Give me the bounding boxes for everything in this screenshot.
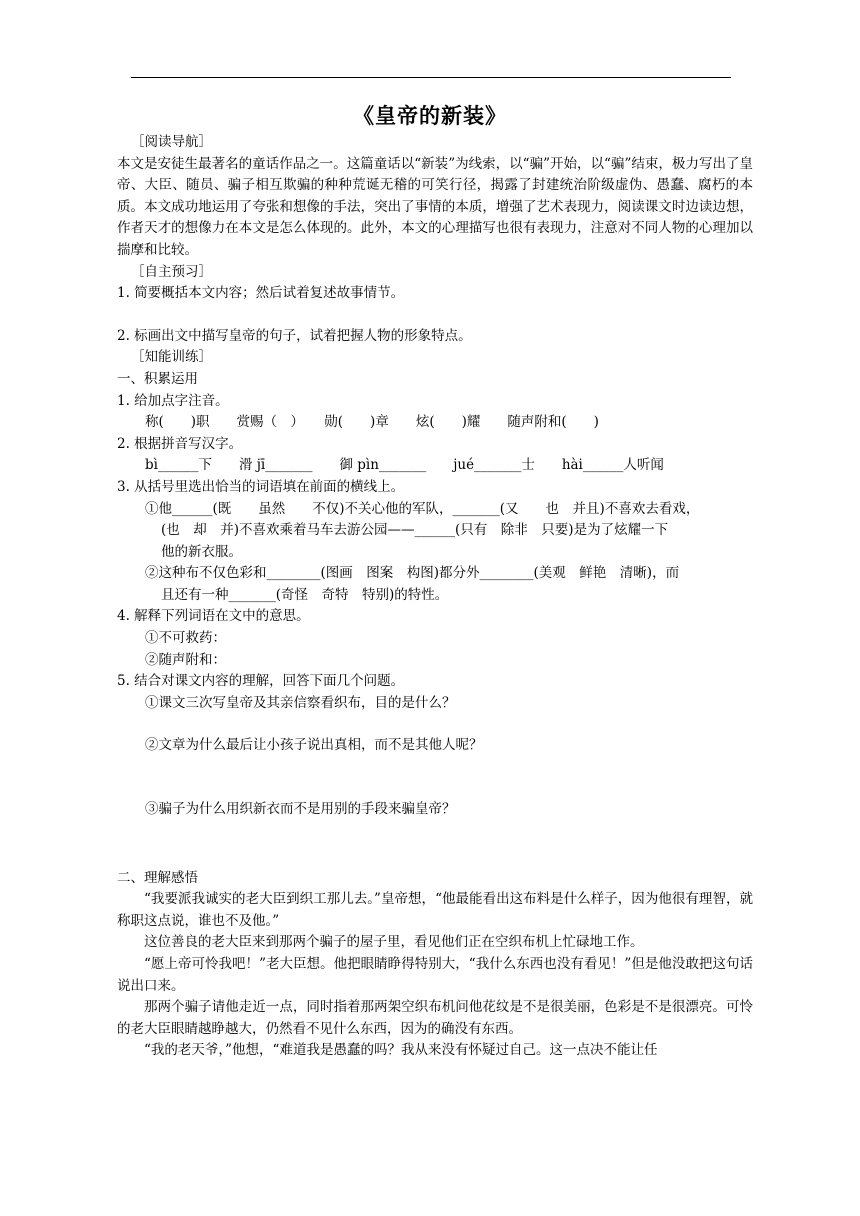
intro-paragraph: 本文是安徒生最著名的童话作品之一。这篇童话以“新装”为线索，以“骗”开始，以“骗”结束，极力写出了皇帝、大臣、随员、骗子相互欺骗的种种荒诞无稽的可笑行径，揭露了封建统治阶级虚伪、愚蠢、腐朽的本质。本文成功地运用了夸张和想像的手法，突出了事情的本质，增强了艺术表现力，阅读课文时边读边想，作者天才的想像力在本文是怎么体现的。此外，本文的心理描写也很有表现力，注意对不同人物的心理加以揣摩和比较。 — [117, 155, 753, 258]
question-5-c: ③骗子为什么用织新衣而不是用别的手段来骗皇帝？ — [145, 801, 456, 818]
question-3-b-line-2: 且还有一种_______(奇怪 奇特 特别)的特性。 — [161, 586, 449, 603]
question-1: 1. 给加点字注音。 — [117, 392, 229, 409]
question-4: 4. 解释下列词语在文中的意思。 — [117, 608, 310, 625]
section-preview: ［自主预习］ — [131, 263, 212, 280]
question-2: 2. 根据拼音写汉字。 — [117, 435, 243, 452]
question-5-a: ①课文三次写皇帝及其亲信察看织布，目的是什么？ — [145, 694, 456, 711]
document-body — [117, 132, 753, 1062]
section-training: ［知能训练］ — [131, 349, 212, 366]
question-4-b: ②随声附和： — [145, 651, 226, 668]
question-5: 5. 结合对课文内容的理解，回答下面几个问题。 — [117, 673, 405, 690]
question-4-a: ①不可救药： — [145, 630, 226, 647]
preview-question-2: 2. 标画出文中描写皇帝的句子，试着把握人物的形象特点。 — [117, 327, 472, 344]
question-3-b-line-1: ②这种布不仅色彩和________(图画 图案 构图)都分外________(美观 鲜艳 清晰)，而 — [145, 565, 680, 582]
question-3-a-line-1: ①他______(既 虽然 不仅)不关心他的军队，_______(又 也 并且)不喜欢去看戏， — [145, 500, 700, 517]
question-5-b: ②文章为什么最后让小孩子说出真相，而不是其他人呢？ — [145, 737, 483, 754]
page-title: 《皇帝的新装》 — [353, 104, 507, 128]
header-rule — [131, 77, 731, 78]
question-1-items: 称( )职 赏赐（ ） 勋( )章 炫( )耀 随声附和( ) — [145, 414, 599, 431]
preview-question-1: 1. 简要概括本文内容；然后试着复述故事情节。 — [117, 285, 405, 302]
section-reading-guide: ［阅读导航］ — [131, 134, 212, 150]
question-3-a-line-2: (也 却 并)不喜欢乘着马车去游公园——______(只有 除非 只要)是为了炫耀一下 — [161, 522, 669, 539]
passage-paragraph-4: 那两个骗子请他走近一点，同时指着那两架空织布机问他花纹是不是很美丽，色彩是不是很漂亮。可怜的老大臣眼睛越睁越大，仍然看不见什么东西，因为的确没有东西。 — [117, 999, 753, 1037]
question-3: 3. 从括号里选出恰当的词语填在前面的横线上。 — [117, 478, 405, 495]
question-3-a-line-3: 他的新衣服。 — [161, 543, 242, 560]
passage-paragraph-3: “愿上帝可怜我吧！”老大臣想。他把眼睛睁得特别大，“我什么东西也没有看见！”但是他没敢把这句话说出口来。 — [117, 956, 753, 994]
part1-title: 一、积累运用 — [117, 370, 198, 387]
passage-paragraph-5: “我的老天爷，”他想，“难道我是愚蠢的吗？我从来没有怀疑过自己。这一点决不能让任 — [144, 1042, 658, 1059]
part2-title: 二、理解感悟 — [117, 869, 198, 886]
passage-paragraph-1: “我要派我诚实的老大臣到织工那儿去。”皇帝想，“他最能看出这布料是什么样子，因为他很有理智，就称职这点说，谁也不及他。” — [117, 891, 753, 929]
passage-paragraph-2: 这位善良的老大臣来到那两个骗子的屋子里，看见他们正在空织布机上忙碌地工作。 — [144, 934, 644, 951]
question-2-items: bì______下 滑 jī_______ 御 pìn_______ jué_______士 hài______人听闻 — [145, 457, 664, 474]
